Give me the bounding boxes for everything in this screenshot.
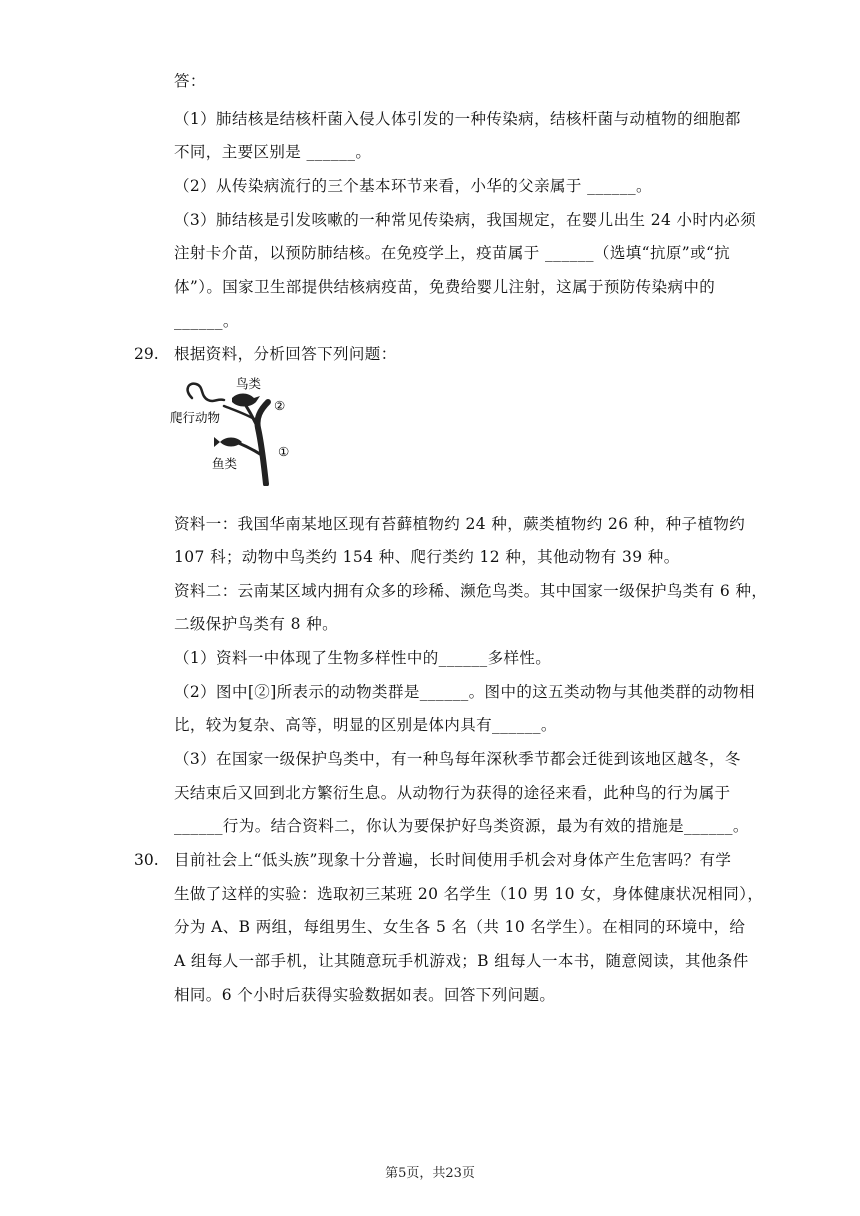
text-line: （1）资料一中体现了生物多样性中的______多样性。 [174,649,552,667]
text-line: 资料一：我国华南某地区现有苔藓植物约 24 种，蕨类植物约 26 种，种子植物约 [174,515,746,533]
figure-label-bird: 鸟类 [236,376,262,391]
bird-shape [232,394,260,407]
text-line: （2）图中[②]所表示的动物类群是______。图中的这五类动物与其他类群的动物相 [174,683,755,701]
figure-label-fish: 鱼类 [212,456,238,471]
text-line: ______行为。结合资料二，你认为要保护好鸟类资源，最为有效的措施是______。 [174,817,749,835]
fish-shape [214,437,242,447]
text-line: 比，较为复杂、高等，明显的区别是体内具有______。 [174,716,557,734]
question-number: 29. [134,345,159,363]
text-line: 二级保护鸟类有 8 种。 [174,615,339,633]
figure-label-reptile: 爬行动物 [170,410,221,425]
text-line: 目前社会上“低头族”现象十分普遍，长时间使用手机会对身体产生危害吗？有学 [174,851,732,869]
tree-diagram [170,376,310,486]
text-line: （3）肺结核是引发咳嗽的一种常见传染病，我国规定，在婴儿出生 24 小时内必须 [174,211,757,229]
text-line: （1）肺结核是结核杆菌入侵人体引发的一种传染病，结核杆菌与动植物的细胞都 [174,110,741,128]
text-line: 107 科；动物中鸟类约 154 种、爬行类约 12 种，其他动物有 39 种。 [174,548,680,566]
text-line: 答： [174,72,206,90]
tree-trunk [257,402,268,484]
text-line: 资料二：云南某区域内拥有众多的珍稀、濒危鸟类。其中国家一级保护鸟类有 6 种， [174,582,768,600]
text-line: ______。 [174,312,239,330]
page-footer: 第5页，共23页 [385,1166,475,1181]
text-line: 天结束后又回到北方繁衍生息。从动物行为获得的途径来看，此种鸟的行为属于 [174,784,731,802]
text-line: （3）在国家一级保护鸟类中，有一种鸟每年深秋季节都会迁徙到该地区越冬，冬 [174,750,741,768]
text-line: 生做了这样的实验：选取初三某班 20 名学生（10 男 10 女，身体健康状况相同）， [174,885,764,903]
figure-mark-2: ② [274,398,286,413]
phylogeny-figure [170,376,310,486]
text-line: 相同。6 个小时后获得实验数据如表。回答下列问题。 [174,986,556,1004]
question-number: 30. [134,851,159,869]
text-line: （2）从传染病流行的三个基本环节来看，小华的父亲属于 ______。 [174,177,652,195]
text-line: 体”）。国家卫生部提供结核病疫苗，免费给婴儿注射，这属于预防传染病中的 [174,278,716,296]
snake-shape [188,384,224,401]
text-line: 注射卡介苗，以预防肺结核。在免疫学上，疫苗属于 ______（选填“抗原”或“抗 [174,244,731,262]
text-line: 分为 A、B 两组，每组男生、女生各 5 名（共 10 名学生）。在相同的环境中，给 [174,918,746,936]
figure-mark-1: ① [278,444,290,459]
text-line: 根据资料，分析回答下列问题： [174,345,397,363]
text-line: A 组每人一部手机，让其随意玩手机游戏；B 组每人一本书，随意阅读，其他条件 [174,952,749,970]
text-line: 不同，主要区别是 ______。 [174,143,372,161]
